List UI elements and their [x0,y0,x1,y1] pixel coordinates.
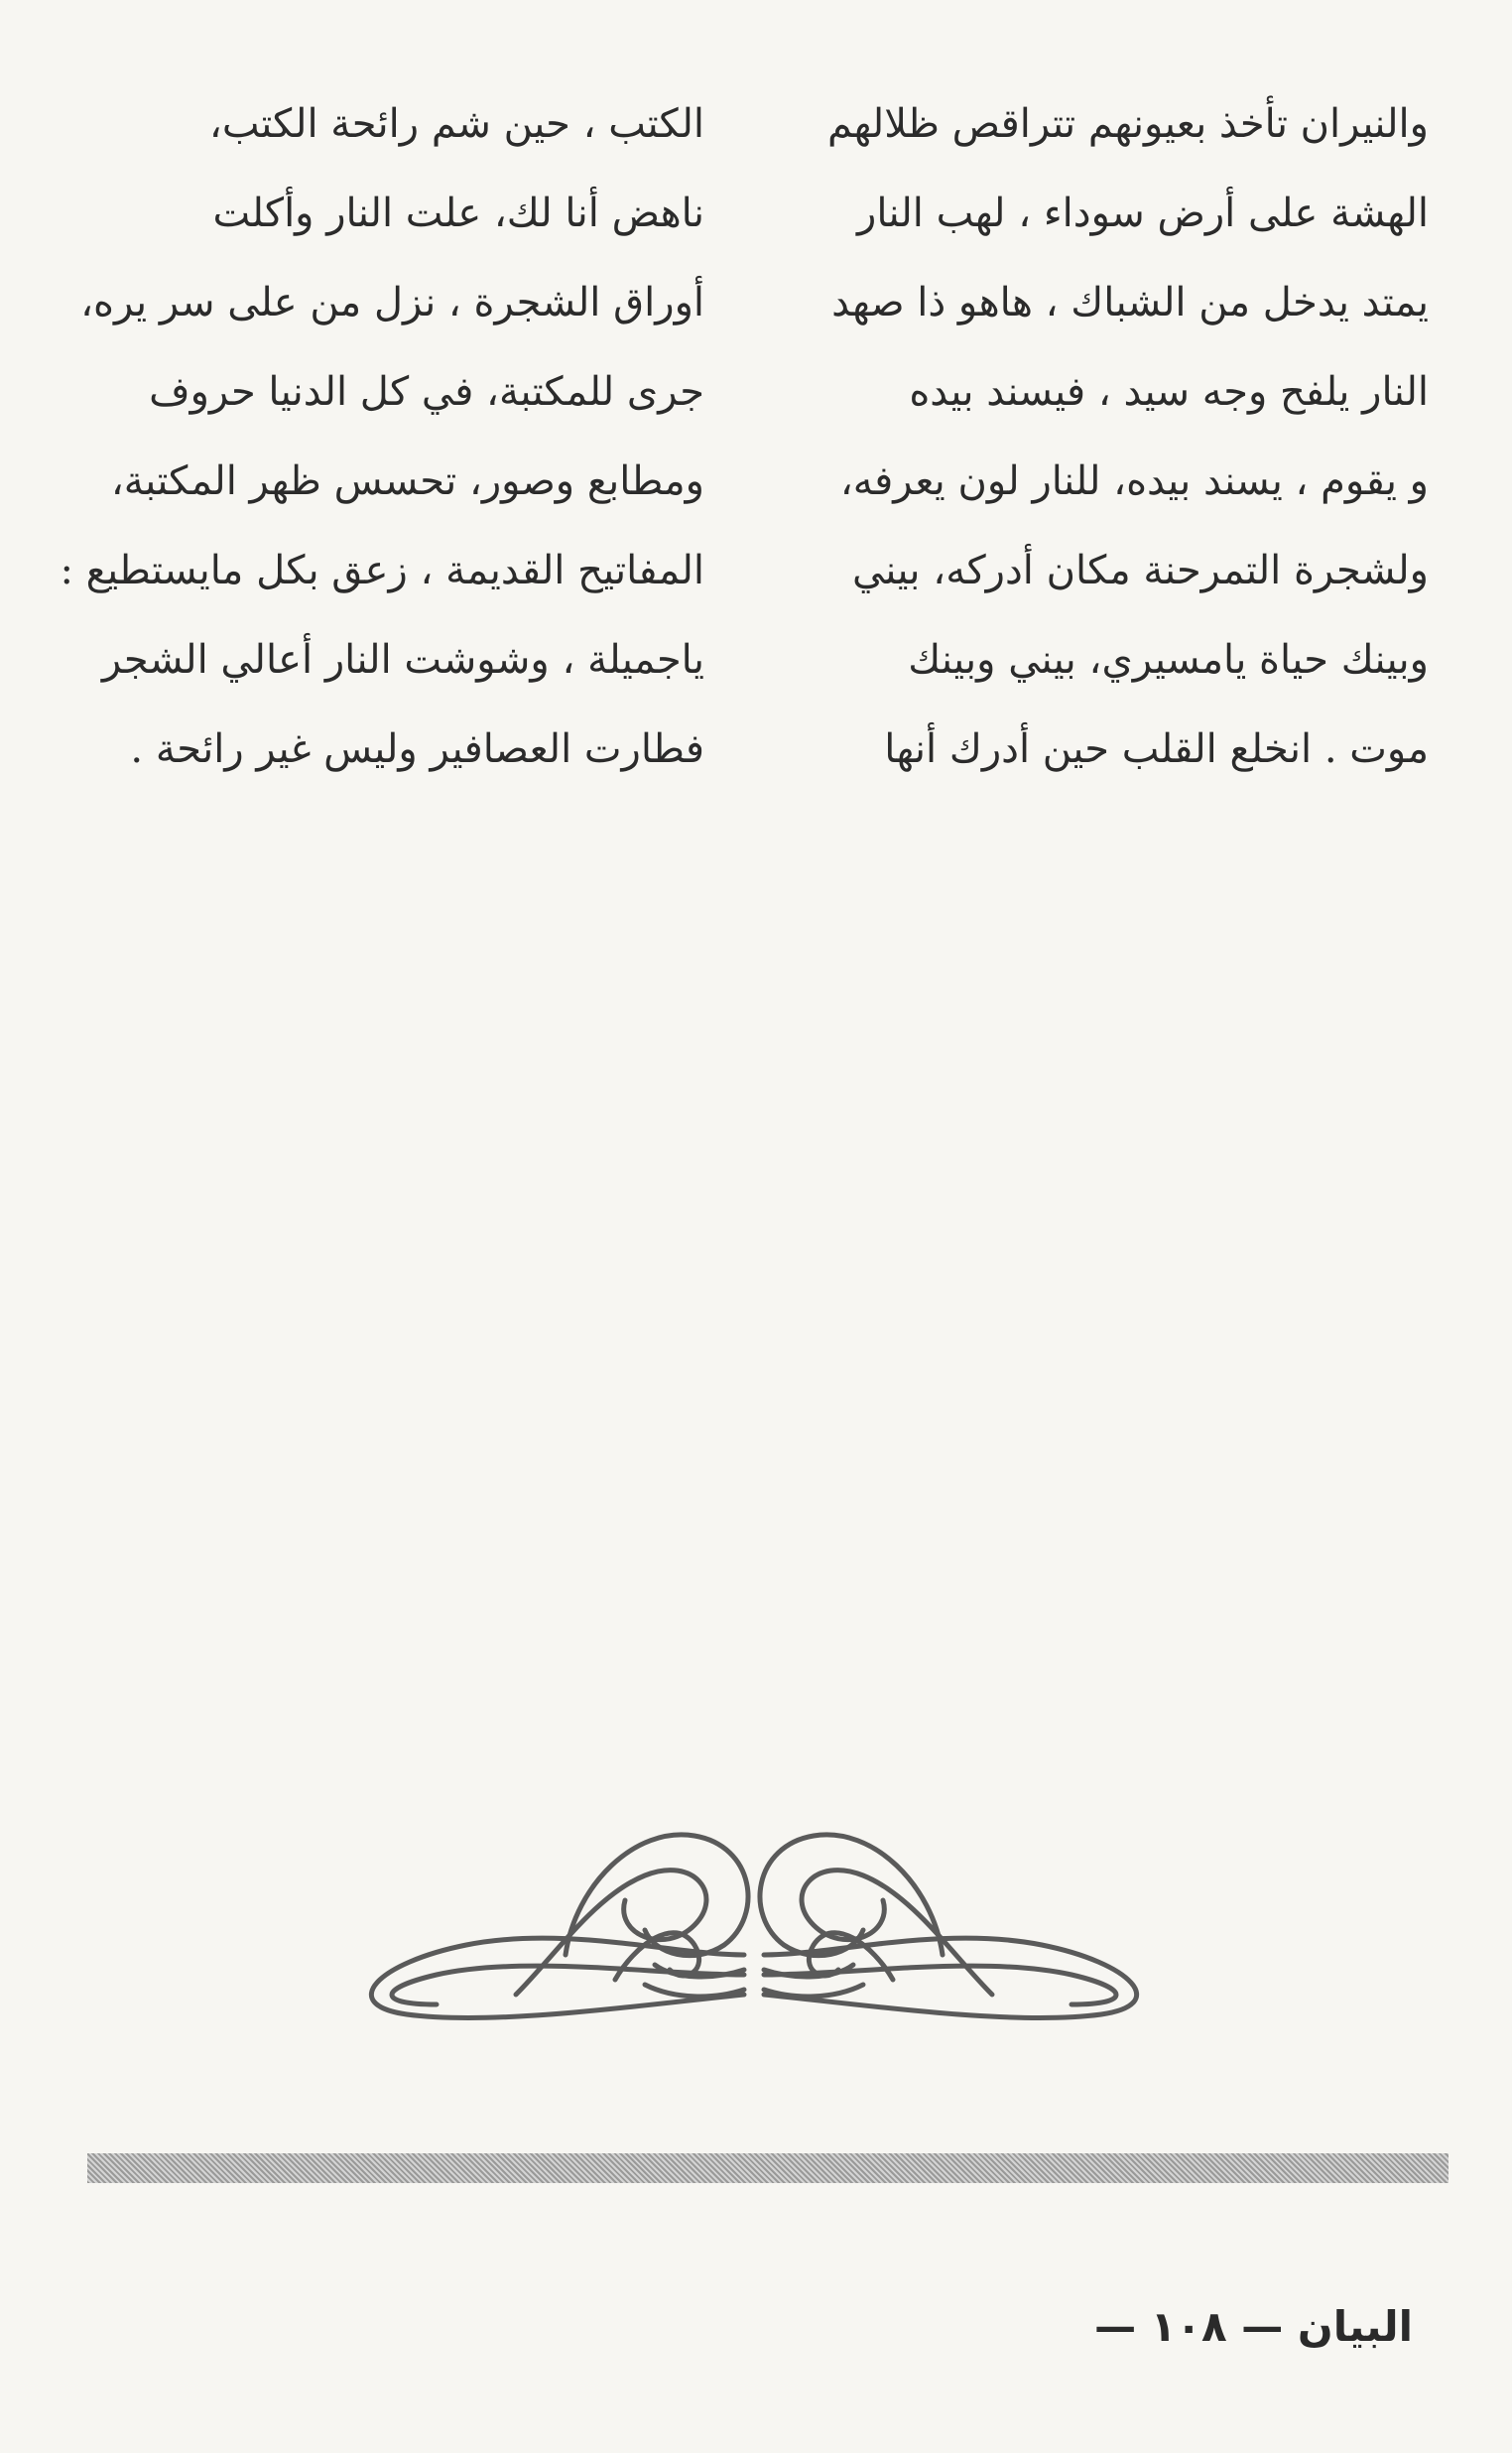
ornament-left-flourish [371,1835,748,2018]
text-line: الكتب ، حين شم رائحة الكتب، [208,101,704,147]
text-line: ولشجرة التمرحنة مكان أدركه، بيني [851,548,1429,593]
text-line: جرى للمكتبة، في كل الدنيا حروف [149,369,704,415]
text-line: يمتد يدخل من الشباك ، هاهو ذا صهد [831,280,1429,325]
footer-divider [87,2153,1449,2183]
text-line: موت . انخلع القلب حين أدرك أنها [884,726,1429,772]
text-line: ناهض أنا لك، علت النار وأكلت [212,191,704,236]
right-column [794,79,1429,794]
text-line: النار يلفح وجه سيد ، فيسند بيده [909,369,1429,415]
ornament-right-flourish [760,1835,1137,2018]
text-line: أوراق الشجرة ، نزل من على سر يره، [80,280,704,325]
text-line: الهشة على أرض سوداء ، لهب النار [857,191,1429,236]
article-body [60,79,1429,774]
text-line: و يقوم ، يسند بيده، للنار لون يعرفه، [839,458,1429,504]
text-line: وبينك حياة يامسيري، بيني وبينك [908,637,1429,683]
text-line: ومطابع وصور، تحسس ظهر المكتبة، [110,458,704,504]
text-line: فطارت العصافير وليس غير رائحة . [130,726,704,772]
left-column [60,79,704,794]
text-line: والنيران تأخذ بعيونهم تتراقص ظلالهم [826,101,1429,147]
text-line: المفاتيح القديمة ، زعق بكل مايستطيع : [60,548,704,593]
calligraphic-ornament [317,1806,1191,2044]
page-footer: البيان — ١٠٨ — [1094,2302,1413,2351]
text-line: ياجميلة ، وشوشت النار أعالي الشجر [101,637,704,683]
